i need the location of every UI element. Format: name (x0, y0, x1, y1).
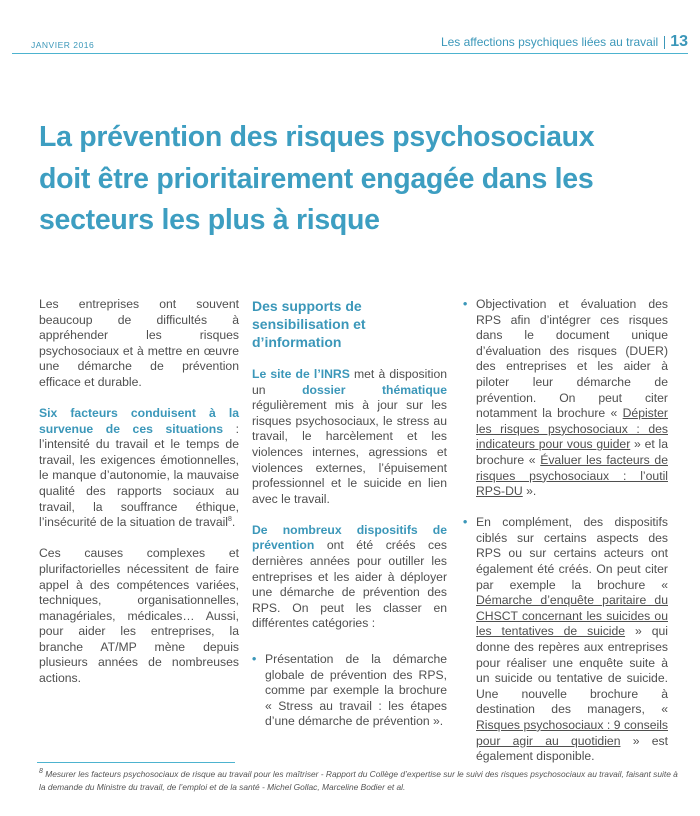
inrs-lead: Le site de l’INRS (252, 367, 350, 381)
footnote-ref: 8 (228, 516, 232, 524)
thematic-file: dossier thématique (302, 382, 447, 397)
intro-paragraph: Les entreprises ont souvent beaucoup de difficultés à appréhender les risques psychosociaux et à mettre en œuvre une démarche de prévention efficace et durable. (39, 297, 239, 389)
bullet-text: En complément, des dispositifs ciblés sur certains aspects des RPS ou sur certains acteurs ont également été créés. On peut citer par exemple la brochure « (476, 515, 668, 592)
header-right (441, 33, 688, 51)
bullet-text-mid: » et la brochure « (476, 437, 668, 467)
bullet-icon: • (463, 297, 468, 311)
header-divider (12, 53, 688, 54)
footnote-text: Mesurer les facteurs psychosociaux de risque au travail pour les maîtriser - Rapport du Collège d’expertise sur le suivi des risques psychosociaux au travail, faisant suite à la demande du Ministre du travail, de l’emploi et de la santé - Michel Gollac, Marceline Bodier et al. (39, 769, 678, 792)
page-number: 13 (670, 33, 688, 50)
column-left (39, 297, 239, 702)
page-title: La prévention des risques psychosociaux doit être prioritairement engagée dans les secteurs les plus à risque (39, 121, 595, 236)
brochure-link-managers[interactable]: Risques psychosociaux : 9 conseils pour agir au quotidien (476, 717, 668, 748)
footnote-divider (37, 762, 235, 763)
bullet-text: Présentation de la démarche globale de prévention des RPS, comme par exemple la brochure « Stress au travail : les étapes d’une démarche de prévention ». (265, 652, 447, 729)
bullet-text: Objectivation et évaluation des RPS afin d’intégrer ces risques dans le document unique d’évaluation des risques (DUER) des entreprises et les aider à piloter leur démarche de prévention. On peut citer notamment la brochure « (476, 297, 668, 421)
factors-paragraph (39, 406, 239, 531)
header-title: Les affections psychiques liées au travail (440, 35, 659, 49)
factors-lead: Six facteurs conduisent à la survenue de ces situations (39, 406, 239, 436)
list-item (463, 515, 668, 765)
header-separator (664, 36, 665, 49)
bullet-text-end: » est également disponible. (476, 733, 668, 764)
list-item (252, 652, 447, 730)
factors-text: : l’intensité du travail et le temps de travail, les exigences émotionnelles, le manque d’autonomie, la mauvaise qualité des rapports sociaux au travail, la souffrance éthique, l’insécurité de la situation de travail (39, 421, 239, 530)
bullet-text-end: ». (522, 484, 537, 499)
bullet-icon: • (463, 515, 468, 530)
inrs-mid: met à disposition un (252, 367, 447, 397)
brochure-link-depister[interactable]: Dépister les risques psychosociaux : des indicateurs pour vous guider (476, 406, 668, 452)
devices-text: ont été créés ces dernières années pour outiller les entreprises et les aider à déployer une démarche de prévention des RPS. On peut les classer en différentes catégories : (252, 538, 447, 631)
devices-paragraph (252, 523, 447, 632)
header-date: JANVIER 2016 (31, 40, 95, 50)
section-heading: Des supports de sensibilisation et d’information (252, 298, 366, 350)
inrs-paragraph (252, 367, 447, 507)
column-middle (252, 297, 447, 745)
footnote (39, 768, 679, 793)
inrs-text: régulièrement mis à jour sur les risques psychosociaux, le stress au travail, le harcèlement et les violences internes, agressions et violences externes, l’épuisement professionnel et le suicide en lien avec le travail. (252, 398, 447, 506)
bullet-text-mid: » qui donne des repères aux entreprises pour réaliser une enquête suite à un suicide ou tentative de suicide. Une nouvelle brochure à destination des managers, « (476, 624, 668, 717)
devices-lead: De nombreux dispositifs de prévention (252, 522, 447, 553)
column-right (463, 297, 668, 780)
footnote-number: 8 (39, 768, 43, 776)
bullet-icon: • (252, 652, 257, 666)
list-item (463, 297, 668, 500)
brochure-link-chsct[interactable]: Démarche d’enquête paritaire du CHSCT concernant les suicides ou les tentatives de suicide (476, 593, 668, 639)
brochure-link-evaluer[interactable]: Évaluer les facteurs de risques psychosociaux : l’outil RPS-DU (476, 452, 668, 499)
factors-end: . (231, 515, 236, 530)
causes-paragraph: Ces causes complexes et plurifactorielles nécessitent de faire appel à des compétences variées, techniques, organisationnelles, managériales, médicales… Aussi, pour aider les entreprises, la branche AT/MP mène depuis plusieurs années de nombreuses actions. (39, 546, 239, 686)
